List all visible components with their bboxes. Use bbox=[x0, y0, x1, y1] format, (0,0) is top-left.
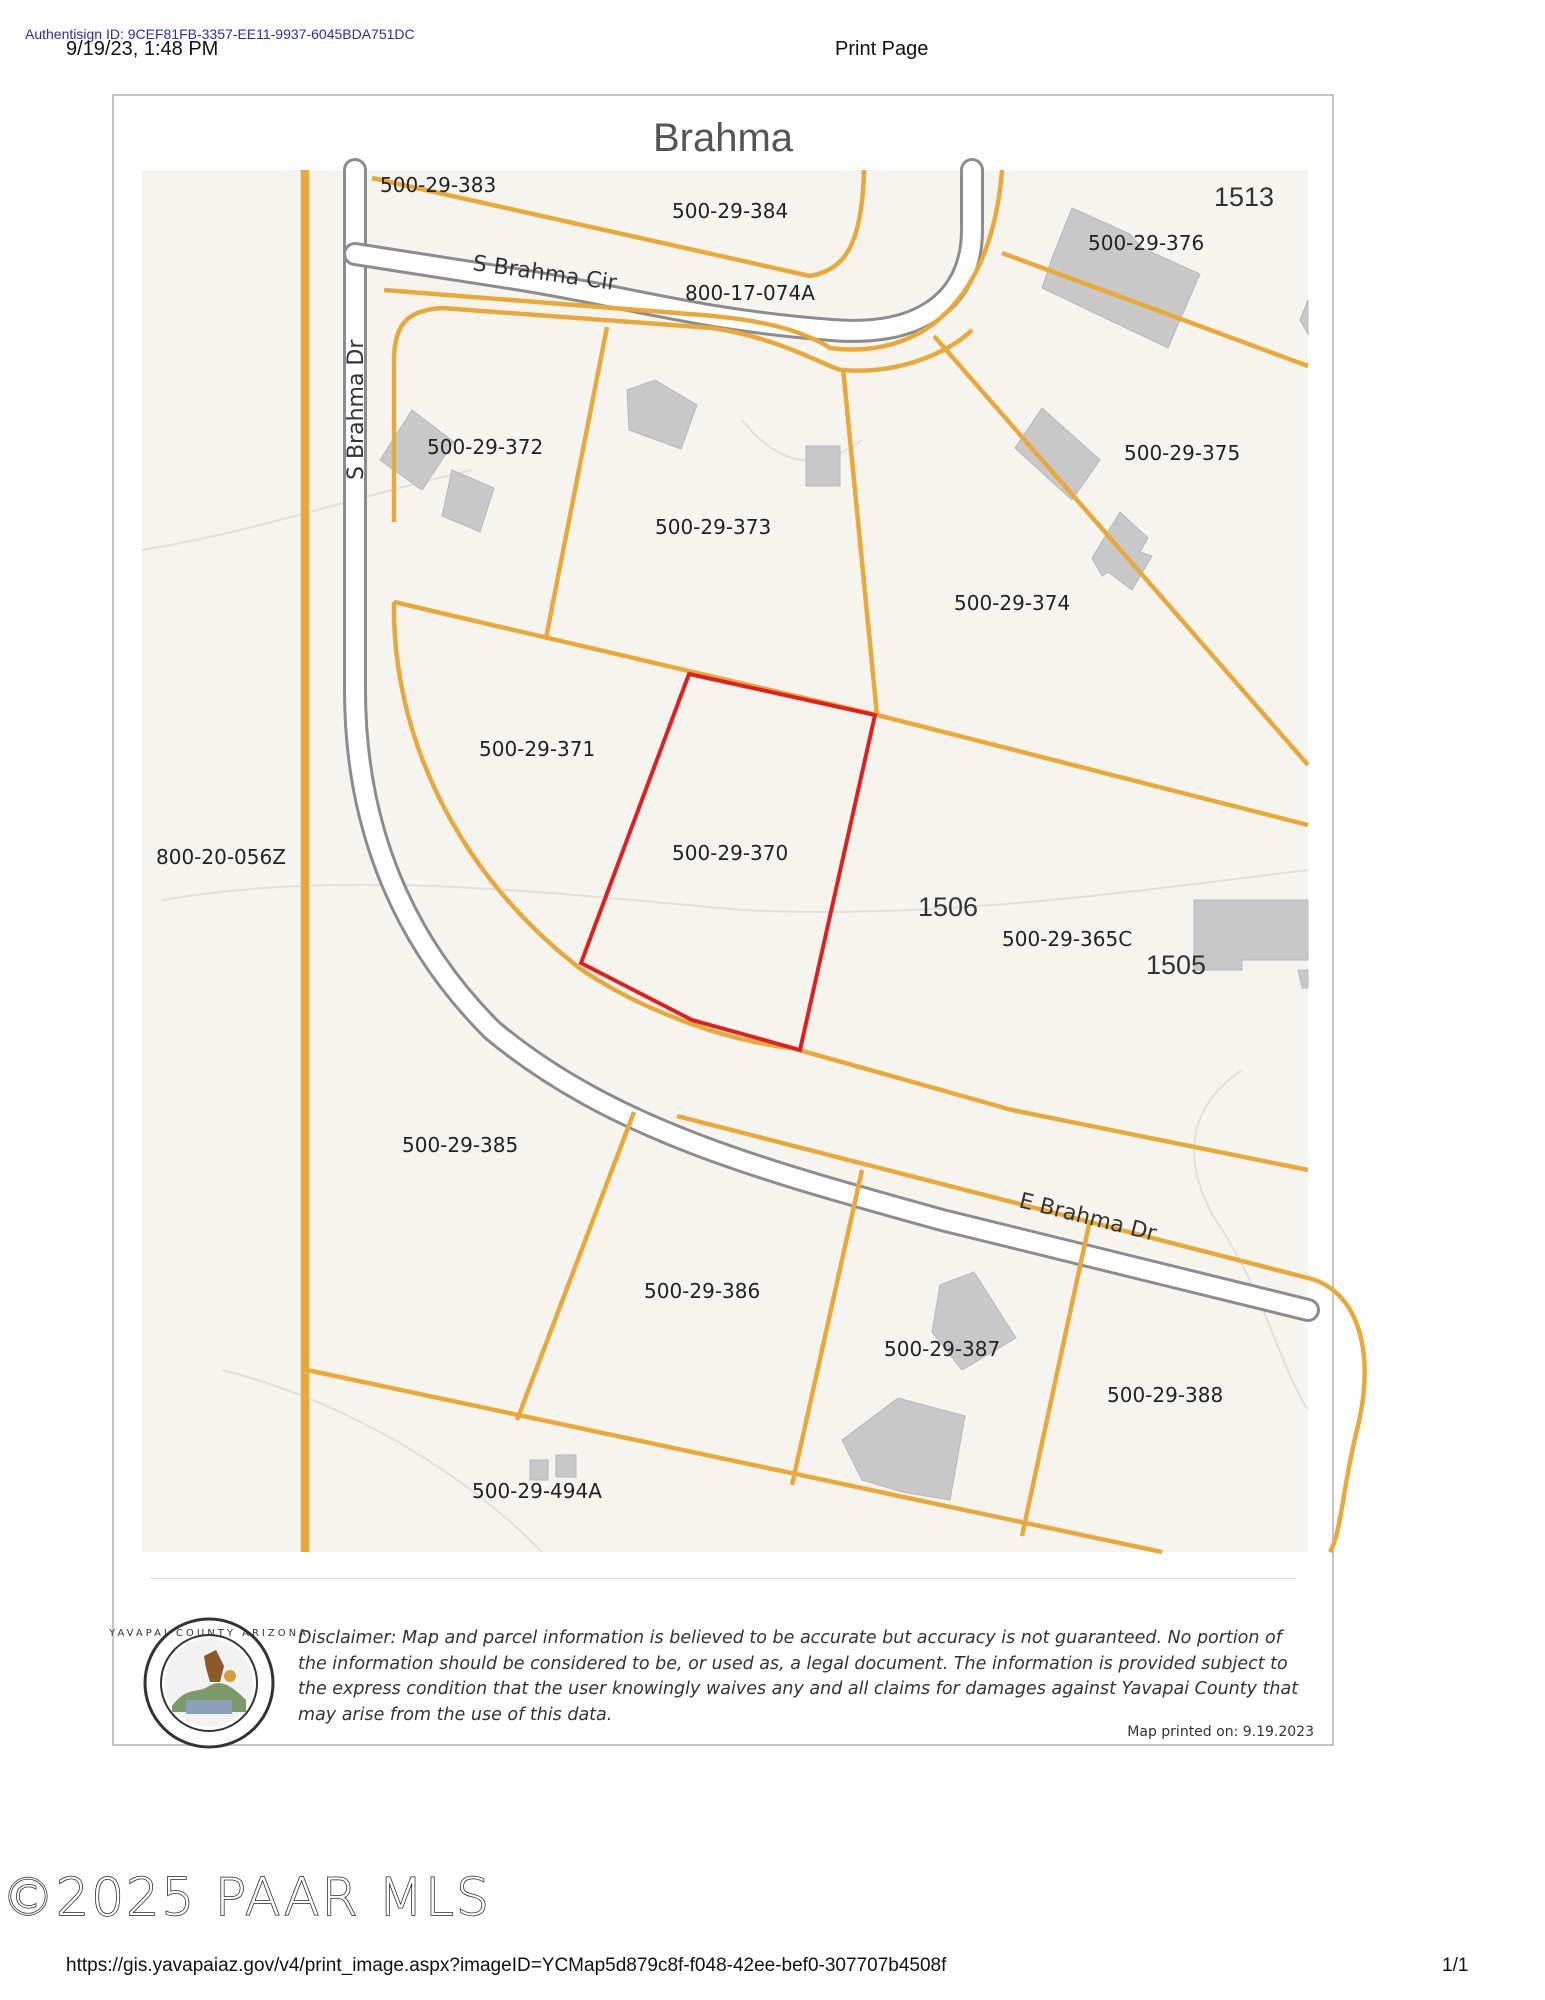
parcel-map[interactable] bbox=[142, 170, 1308, 1552]
print-page-title: Print Page bbox=[835, 38, 929, 60]
parcel-label: 500-29-365C bbox=[1002, 927, 1133, 951]
mls-watermark: ©2025 PAAR MLS bbox=[2, 1868, 491, 1928]
address-number: 1505 bbox=[1146, 950, 1207, 980]
road-label-s-brahma-dr: S Brahma Dr bbox=[344, 339, 369, 480]
disclaimer-text: Disclaimer: Map and parcel information is believed to be accurate but accuracy is not guaranteed. No portion of the information should be considered to be, or used as, a legal document. The information is provided subject to the express condition that the user knowingly waives any and all claims for damages against Yavapai County that may arise from the use of this data. bbox=[298, 1628, 1299, 1725]
parcel-label: 800-20-056Z bbox=[156, 845, 286, 869]
authentisign-id: Authentisign ID: 9CEF81FB-3357-EE11-9937-6045BDA751DC bbox=[25, 26, 415, 42]
parcel-label: 500-29-385 bbox=[402, 1133, 519, 1157]
parcel-label: 500-29-383 bbox=[380, 173, 497, 197]
print-datetime: 9/19/23, 1:48 PM bbox=[66, 38, 219, 60]
address-number: 1506 bbox=[918, 892, 979, 922]
map-frame bbox=[109, 94, 1334, 1746]
parcel-label: 500-29-375 bbox=[1124, 441, 1241, 465]
parcel-label: 500-29-371 bbox=[479, 737, 596, 761]
road-label-e-brahma-dr: E Brahma Dr bbox=[1016, 1188, 1159, 1247]
parcel-label: 500-29-372 bbox=[427, 435, 544, 459]
parcel-label-selected: 500-29-370 bbox=[672, 841, 789, 865]
parcel-label: 500-29-376 bbox=[1088, 231, 1205, 255]
parcel-label: 500-29-387 bbox=[884, 1337, 1001, 1361]
page-count: 1/1 bbox=[1442, 1955, 1469, 1976]
parcel-label: 500-29-388 bbox=[1107, 1383, 1224, 1407]
yavapai-county-seal-icon bbox=[109, 1616, 309, 1750]
parcel-label: 500-29-373 bbox=[655, 515, 772, 539]
seal-text: YAVAPAI COUNTY ARIZONA bbox=[109, 1628, 309, 1639]
map-title: Brahma bbox=[652, 116, 794, 160]
parcel-map-svg bbox=[142, 170, 1308, 1552]
map-printed-date: Map printed on: 9.19.2023 bbox=[1127, 1724, 1314, 1740]
page-url: https://gis.yavapaiaz.gov/v4/print_image.aspx?imageID=YCMap5d879c8f-f048-42ee-bef0-307707b4508f bbox=[66, 1955, 947, 1976]
parcel-label: 500-29-384 bbox=[672, 199, 789, 223]
parcel-label: 500-29-386 bbox=[644, 1279, 761, 1303]
parcel-label: 800-17-074A bbox=[685, 281, 815, 305]
parcel-boundaries bbox=[303, 170, 1365, 1552]
parcel-label: 500-29-494A bbox=[472, 1479, 602, 1503]
road-label-s-brahma-cir: S Brahma Cir bbox=[471, 251, 619, 297]
parcel-label: 500-29-374 bbox=[954, 591, 1071, 615]
footer-divider bbox=[150, 1578, 1296, 1579]
address-number: 1513 bbox=[1214, 182, 1275, 212]
